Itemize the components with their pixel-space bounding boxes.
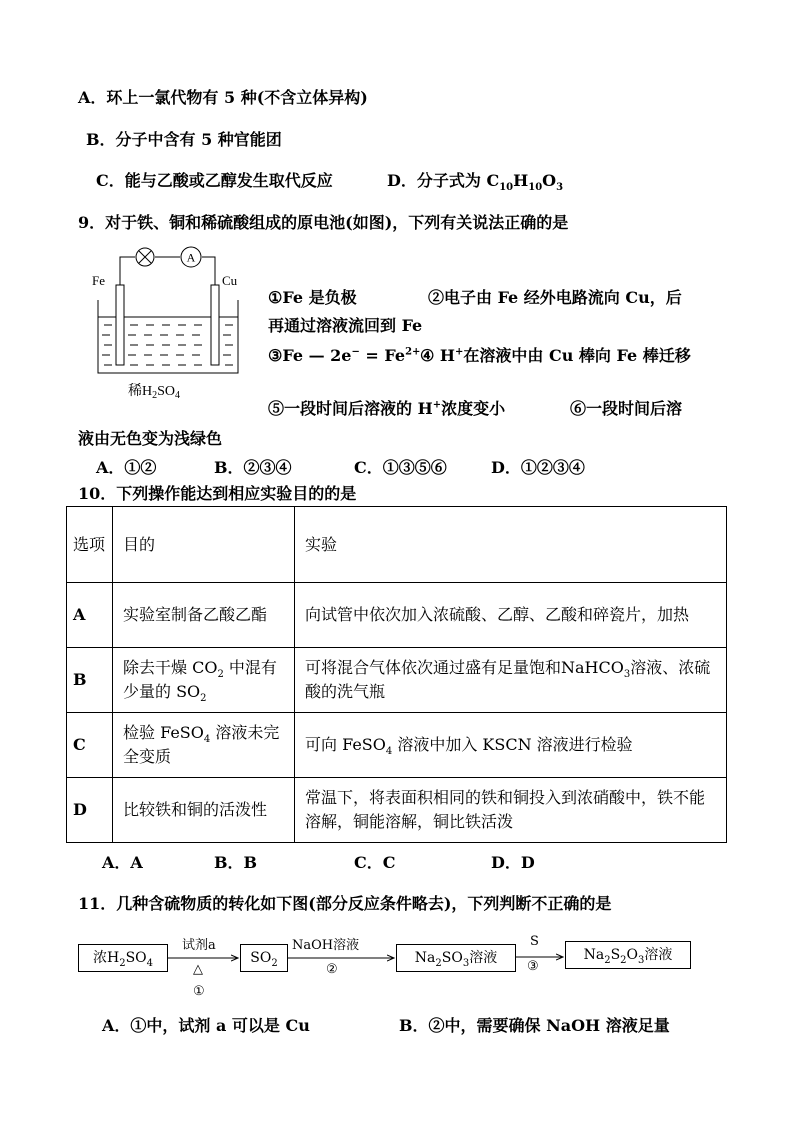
q8-option-c: C．能与乙酸或乙醇发生取代反应 <box>96 171 333 190</box>
arrow-1-heat: △ <box>193 962 203 977</box>
q9-option-a: A．①② <box>96 458 157 477</box>
q9-statement-6b: 液由无色变为浅绿色 <box>78 429 223 448</box>
cu-electrode-label: Cu <box>222 273 238 288</box>
q11-stem: 11．几种含硫物质的转化如下图(部分反应条件略去)，下列判断不正确的是 <box>78 894 612 913</box>
row-experiment: 可向 FeSO$_4$ 溶液中加入 KSCN 溶液进行检验 <box>295 713 727 778</box>
arrow-2-number: ② <box>326 962 338 977</box>
row-purpose: 检验 FeSO$_4$ 溶液未完全变质 <box>113 713 295 778</box>
q8-option-d: D．分子式为 $C_{10}H_{10}O_3$ <box>387 171 564 194</box>
arrow-1-reagent: 试剂a <box>182 938 216 953</box>
row-experiment: 常温下，将表面积相同的铁和铜投入到浓硝酸中，铁不能溶解，铜能溶解，铜比铁活泼 <box>295 778 727 843</box>
q11-option-a: A．①中，试剂 a 可以是 Cu <box>102 1016 310 1035</box>
q9-statement-2b: 再通过溶液流回到 Fe <box>268 316 423 335</box>
row-key: B <box>67 648 113 713</box>
arrow-3-number: ③ <box>527 959 539 974</box>
flow-box-na2s2o3: $Na_2S_2O_3$溶液 <box>565 941 691 969</box>
q10-option-c: C．C <box>354 853 396 872</box>
q10-option-a: A．A <box>102 853 143 872</box>
arrow-2-reagent: NaOH溶液 <box>292 938 360 953</box>
q10-stem: 10．下列操作能达到相应实验目的的是 <box>78 484 357 503</box>
flow-box-conc-h2so4: 浓$H_2SO_4$ <box>78 944 168 972</box>
row-experiment: 向试管中依次加入浓硫酸、乙醇、乙酸和碎瓷片，加热 <box>295 583 727 648</box>
q8-option-b: B．分子中含有 5 种官能团 <box>86 130 282 149</box>
arrow-3-reagent: S <box>530 934 539 949</box>
flow-box-na2so3: $Na_2SO_3$溶液 <box>396 944 516 972</box>
header-purpose: 目的 <box>113 507 295 583</box>
q9-statement-5: ⑤一段时间后溶液的 H+浓度变小 <box>268 399 506 418</box>
row-purpose: 实验室制备乙酸乙酯 <box>113 583 295 648</box>
acid-label: 稀$H_2SO_4$ <box>128 384 181 401</box>
q9-statement-1: ①Fe 是负极 <box>268 288 357 307</box>
fe-electrode-label: Fe <box>92 273 105 288</box>
flow-box-so2: $SO_2$ <box>240 944 288 972</box>
row-experiment: 可将混合气体依次通过盛有足量饱和NaHCO$_3$溶液、浓硫酸的洗气瓶 <box>295 648 727 713</box>
q11-option-b: B．②中，需要确保 NaOH 溶液足量 <box>399 1016 670 1035</box>
q9-statement-4: ④ H+在溶液中由 Cu 棒向 Fe 棒迁移 <box>420 346 691 365</box>
row-purpose: 除去干燥 $CO_2$ 中混有少量的 $SO_2$ <box>113 648 295 713</box>
arrow-1-number: ① <box>193 984 205 999</box>
header-option: 选项 <box>67 507 113 583</box>
q9-option-d: D．①②③④ <box>491 458 585 477</box>
q8-option-a: A．环上一氯代物有 5 种(不含立体异构) <box>78 88 368 107</box>
q10-option-d: D．D <box>491 853 535 872</box>
q9-option-b: B．②③④ <box>214 458 292 477</box>
q9-statement-6a: ⑥一段时间后溶 <box>570 399 683 418</box>
q9-statement-3: ③Fe — $2e^- = Fe^{2+}$ <box>268 346 421 365</box>
q10-option-b: B．B <box>214 853 258 872</box>
svg-text:A: A <box>186 250 196 265</box>
q9-stem: 9．对于铁、铜和稀硫酸组成的原电池(如图)，下列有关说法正确的是 <box>78 213 569 232</box>
row-key: A <box>67 583 113 648</box>
row-key: C <box>67 713 113 778</box>
row-purpose: 比较铁和铜的活泼性 <box>113 778 295 843</box>
q9-option-c: C．①③⑤⑥ <box>354 458 447 477</box>
header-experiment: 实验 <box>295 507 727 583</box>
q9-statement-2a: ②电子由 Fe 经外电路流向 Cu，后 <box>428 288 682 307</box>
row-key: D <box>67 778 113 843</box>
